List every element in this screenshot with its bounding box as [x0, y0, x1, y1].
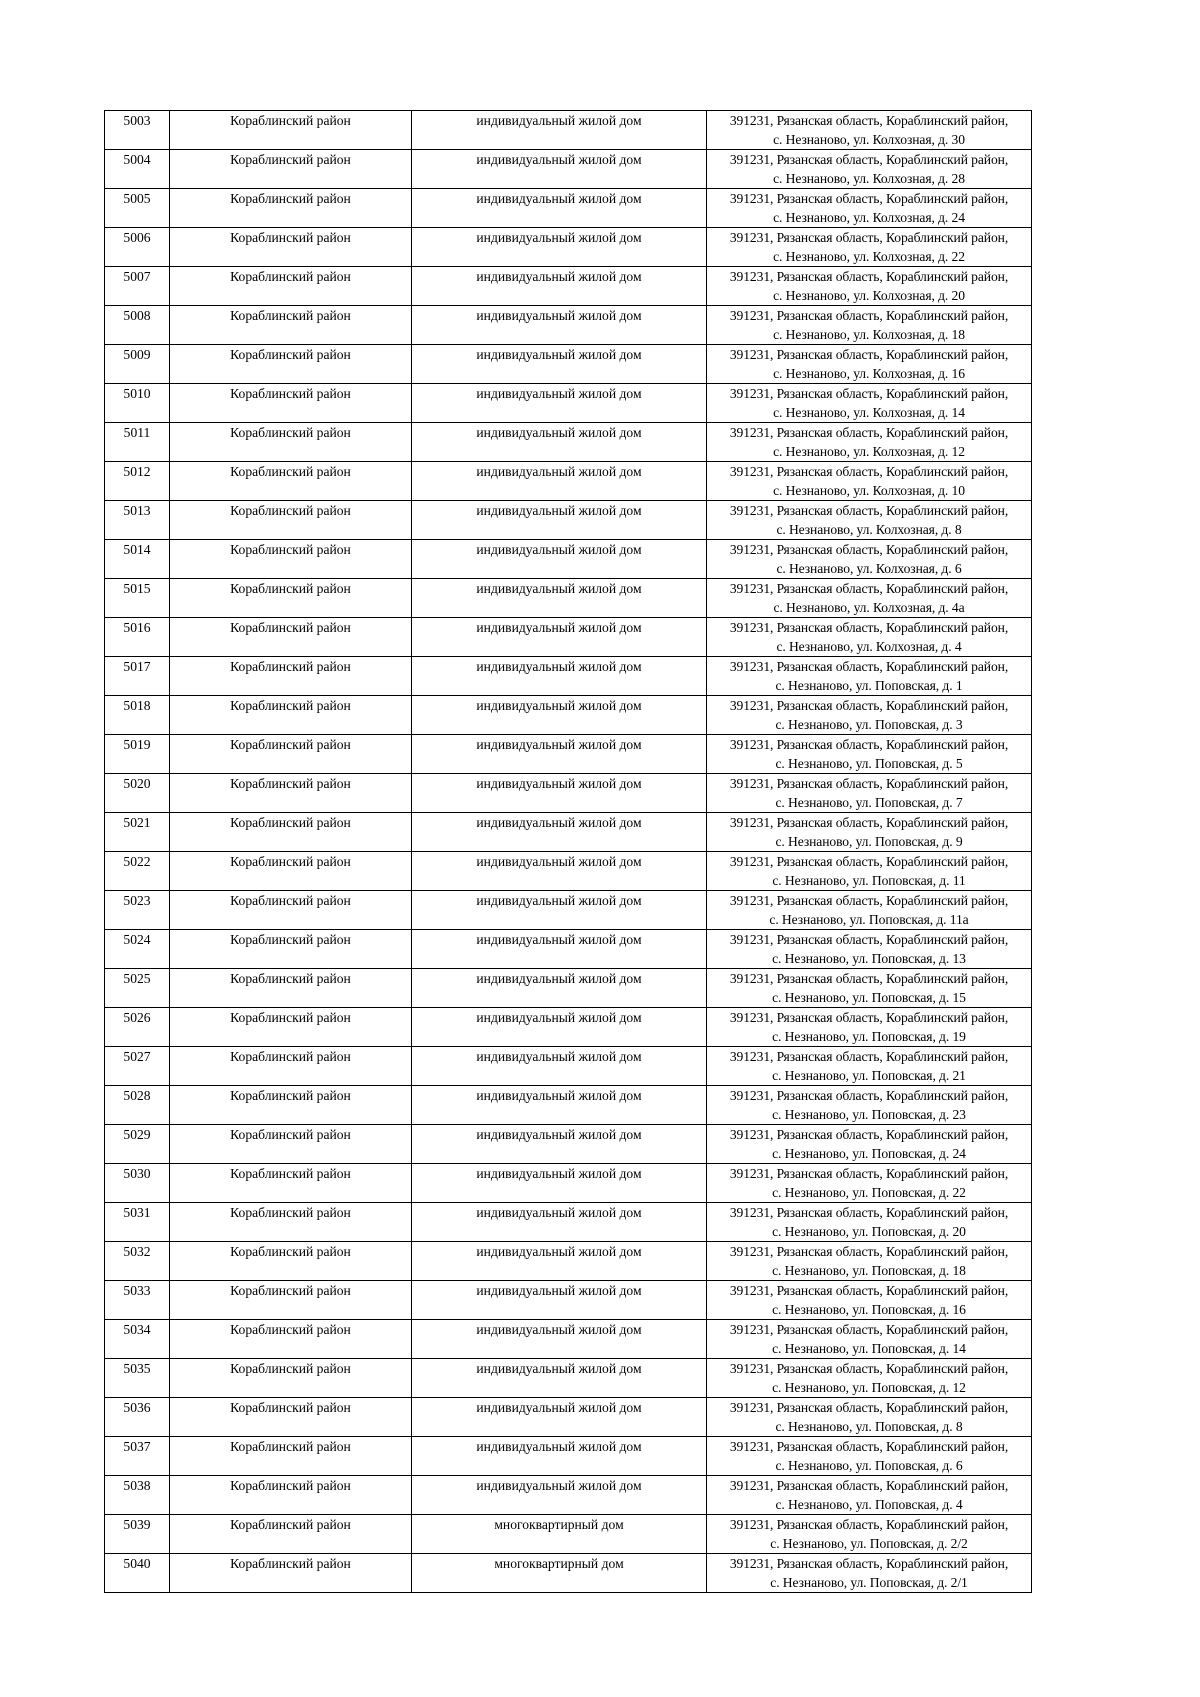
building-type-cell: индивидуальный жилой дом	[412, 969, 707, 1008]
address-line-1: 391231, Рязанская область, Кораблинский район,	[729, 1049, 1009, 1064]
row-number-cell: 5034	[105, 1320, 170, 1359]
address-line-2: с. Незнаново, ул. Поповская, д. 24	[772, 1146, 966, 1161]
building-type-cell: индивидуальный жилой дом	[412, 345, 707, 384]
building-type-cell: индивидуальный жилой дом	[412, 189, 707, 228]
address-line-1: 391231, Рязанская область, Кораблинский район,	[729, 893, 1009, 908]
address-line-2: с. Незнаново, ул. Колхозная, д. 14	[773, 405, 965, 420]
table-row	[105, 501, 1032, 540]
building-type-cell: индивидуальный жилой дом	[412, 657, 707, 696]
address-cell	[707, 1047, 1032, 1086]
address-line-1: 391231, Рязанская область, Кораблинский район,	[729, 1127, 1009, 1142]
building-type-cell: индивидуальный жилой дом	[412, 306, 707, 345]
table-row	[105, 1320, 1032, 1359]
address-line-1: 391231, Рязанская область, Кораблинский район,	[729, 191, 1009, 206]
address-line-2: с. Незнаново, ул. Поповская, д. 7	[775, 795, 963, 810]
address-line-1: 391231, Рязанская область, Кораблинский район,	[729, 1439, 1009, 1454]
table-row	[105, 813, 1032, 852]
address-line-2: с. Незнаново, ул. Поповская, д. 20	[772, 1224, 966, 1239]
building-type-cell: индивидуальный жилой дом	[412, 774, 707, 813]
address-line-2: с. Незнаново, ул. Поповская, д. 19	[772, 1029, 966, 1044]
building-type-cell: индивидуальный жилой дом	[412, 1203, 707, 1242]
table-row	[105, 1476, 1032, 1515]
address-cell	[707, 1515, 1032, 1554]
building-type-cell: индивидуальный жилой дом	[412, 501, 707, 540]
table-row	[105, 852, 1032, 891]
table-row	[105, 1203, 1032, 1242]
address-cell	[707, 852, 1032, 891]
address-cell	[707, 267, 1032, 306]
row-number-cell: 5023	[105, 891, 170, 930]
district-cell: Кораблинский район	[170, 1398, 412, 1437]
table-row	[105, 696, 1032, 735]
row-number-cell: 5029	[105, 1125, 170, 1164]
address-line-1: 391231, Рязанская область, Кораблинский район,	[729, 971, 1009, 986]
address-line-1: 391231, Рязанская область, Кораблинский район,	[729, 152, 1009, 167]
building-type-cell: индивидуальный жилой дом	[412, 1164, 707, 1203]
row-number-cell: 5007	[105, 267, 170, 306]
address-line-2: с. Незнаново, ул. Колхозная, д. 6	[776, 561, 962, 576]
address-line-2: с. Незнаново, ул. Колхозная, д. 28	[773, 171, 965, 186]
address-cell	[707, 618, 1032, 657]
district-cell: Кораблинский район	[170, 618, 412, 657]
table-row	[105, 618, 1032, 657]
address-cell	[707, 423, 1032, 462]
building-type-cell: многоквартирный дом	[412, 1515, 707, 1554]
address-line-1: 391231, Рязанская область, Кораблинский район,	[729, 815, 1009, 830]
district-cell: Кораблинский район	[170, 1047, 412, 1086]
district-cell: Кораблинский район	[170, 1476, 412, 1515]
address-cell	[707, 774, 1032, 813]
address-cell	[707, 150, 1032, 189]
address-cell	[707, 540, 1032, 579]
table-row	[105, 1125, 1032, 1164]
address-cell	[707, 1398, 1032, 1437]
building-type-cell: индивидуальный жилой дом	[412, 150, 707, 189]
table-row	[105, 1515, 1032, 1554]
district-cell: Кораблинский район	[170, 735, 412, 774]
district-cell: Кораблинский район	[170, 657, 412, 696]
address-line-1: 391231, Рязанская область, Кораблинский район,	[729, 698, 1009, 713]
address-line-2: с. Незнаново, ул. Поповская, д. 21	[772, 1068, 966, 1083]
table-row	[105, 1164, 1032, 1203]
address-cell	[707, 111, 1032, 150]
address-line-2: с. Незнаново, ул. Поповская, д. 2/1	[770, 1575, 968, 1590]
row-number-cell: 5036	[105, 1398, 170, 1437]
address-line-1: 391231, Рязанская область, Кораблинский район,	[729, 113, 1009, 128]
address-line-2: с. Незнаново, ул. Поповская, д. 3	[775, 717, 963, 732]
address-line-2: с. Незнаново, ул. Колхозная, д. 4а	[773, 600, 965, 615]
address-line-2: с. Незнаново, ул. Колхозная, д. 18	[773, 327, 965, 342]
address-cell	[707, 1281, 1032, 1320]
building-type-cell: индивидуальный жилой дом	[412, 618, 707, 657]
row-number-cell: 5028	[105, 1086, 170, 1125]
district-cell: Кораблинский район	[170, 150, 412, 189]
building-type-cell: индивидуальный жилой дом	[412, 852, 707, 891]
building-type-cell: индивидуальный жилой дом	[412, 1125, 707, 1164]
row-number-cell: 5014	[105, 540, 170, 579]
address-line-1: 391231, Рязанская область, Кораблинский район,	[729, 1166, 1009, 1181]
address-line-1: 391231, Рязанская область, Кораблинский район,	[729, 1517, 1009, 1532]
district-cell: Кораблинский район	[170, 345, 412, 384]
table-row	[105, 930, 1032, 969]
district-cell: Кораблинский район	[170, 189, 412, 228]
row-number-cell: 5020	[105, 774, 170, 813]
row-number-cell: 5018	[105, 696, 170, 735]
address-cell	[707, 1242, 1032, 1281]
row-number-cell: 5040	[105, 1554, 170, 1593]
address-line-1: 391231, Рязанская область, Кораблинский район,	[729, 1400, 1009, 1415]
address-line-1: 391231, Рязанская область, Кораблинский район,	[729, 1556, 1009, 1571]
building-type-cell: индивидуальный жилой дом	[412, 1242, 707, 1281]
table-row	[105, 384, 1032, 423]
district-cell: Кораблинский район	[170, 267, 412, 306]
table-row	[105, 540, 1032, 579]
district-cell: Кораблинский район	[170, 969, 412, 1008]
row-number-cell: 5032	[105, 1242, 170, 1281]
district-cell: Кораблинский район	[170, 1008, 412, 1047]
building-type-cell: индивидуальный жилой дом	[412, 111, 707, 150]
address-line-2: с. Незнаново, ул. Поповская, д. 2/2	[770, 1536, 968, 1551]
address-line-2: с. Незнаново, ул. Поповская, д. 16	[772, 1302, 966, 1317]
building-type-cell: индивидуальный жилой дом	[412, 696, 707, 735]
address-line-1: 391231, Рязанская область, Кораблинский район,	[729, 932, 1009, 947]
address-line-1: 391231, Рязанская область, Кораблинский район,	[729, 1244, 1009, 1259]
table-row	[105, 891, 1032, 930]
row-number-cell: 5021	[105, 813, 170, 852]
district-cell: Кораблинский район	[170, 1164, 412, 1203]
address-cell	[707, 1476, 1032, 1515]
building-type-cell: индивидуальный жилой дом	[412, 891, 707, 930]
building-type-cell: индивидуальный жилой дом	[412, 813, 707, 852]
address-line-1: 391231, Рязанская область, Кораблинский район,	[729, 230, 1009, 245]
row-number-cell: 5016	[105, 618, 170, 657]
row-number-cell: 5006	[105, 228, 170, 267]
address-cell	[707, 1086, 1032, 1125]
building-type-cell: индивидуальный жилой дом	[412, 1476, 707, 1515]
address-line-1: 391231, Рязанская область, Кораблинский район,	[729, 1283, 1009, 1298]
building-type-cell: индивидуальный жилой дом	[412, 1398, 707, 1437]
table-row	[105, 345, 1032, 384]
row-number-cell: 5010	[105, 384, 170, 423]
address-cell	[707, 189, 1032, 228]
district-cell: Кораблинский район	[170, 1359, 412, 1398]
building-type-cell: индивидуальный жилой дом	[412, 462, 707, 501]
address-cell	[707, 1320, 1032, 1359]
district-cell: Кораблинский район	[170, 930, 412, 969]
address-line-2: с. Незнаново, ул. Поповская, д. 13	[772, 951, 966, 966]
address-cell	[707, 1437, 1032, 1476]
address-line-2: с. Незнаново, ул. Поповская, д. 8	[775, 1419, 963, 1434]
address-line-2: с. Незнаново, ул. Поповская, д. 5	[775, 756, 963, 771]
district-cell: Кораблинский район	[170, 540, 412, 579]
row-number-cell: 5009	[105, 345, 170, 384]
row-number-cell: 5037	[105, 1437, 170, 1476]
row-number-cell: 5024	[105, 930, 170, 969]
address-line-1: 391231, Рязанская область, Кораблинский район,	[729, 1478, 1009, 1493]
address-line-1: 391231, Рязанская область, Кораблинский район,	[729, 386, 1009, 401]
table-row	[105, 735, 1032, 774]
building-type-cell: индивидуальный жилой дом	[412, 1047, 707, 1086]
building-type-cell: индивидуальный жилой дом	[412, 540, 707, 579]
row-number-cell: 5017	[105, 657, 170, 696]
table-row	[105, 1242, 1032, 1281]
row-number-cell: 5003	[105, 111, 170, 150]
table-row	[105, 306, 1032, 345]
address-line-2: с. Незнаново, ул. Поповская, д. 22	[772, 1185, 966, 1200]
address-line-1: 391231, Рязанская область, Кораблинский район,	[729, 776, 1009, 791]
table-row	[105, 1281, 1032, 1320]
building-type-cell: индивидуальный жилой дом	[412, 735, 707, 774]
table-row	[105, 1086, 1032, 1125]
district-cell: Кораблинский район	[170, 813, 412, 852]
address-line-2: с. Незнаново, ул. Поповская, д. 12	[772, 1380, 966, 1395]
address-line-2: с. Незнаново, ул. Колхозная, д. 10	[773, 483, 965, 498]
address-line-1: 391231, Рязанская область, Кораблинский район,	[729, 1010, 1009, 1025]
district-cell: Кораблинский район	[170, 306, 412, 345]
address-line-2: с. Незнаново, ул. Поповская, д. 15	[772, 990, 966, 1005]
row-number-cell: 5031	[105, 1203, 170, 1242]
district-cell: Кораблинский район	[170, 774, 412, 813]
address-cell	[707, 1203, 1032, 1242]
district-cell: Кораблинский район	[170, 1320, 412, 1359]
address-line-1: 391231, Рязанская область, Кораблинский район,	[729, 464, 1009, 479]
building-type-cell: индивидуальный жилой дом	[412, 1086, 707, 1125]
building-type-cell: индивидуальный жилой дом	[412, 930, 707, 969]
address-line-2: с. Незнаново, ул. Колхозная, д. 8	[776, 522, 962, 537]
row-number-cell: 5030	[105, 1164, 170, 1203]
address-line-2: с. Незнаново, ул. Поповская, д. 1	[775, 678, 963, 693]
address-line-2: с. Незнаново, ул. Поповская, д. 6	[775, 1458, 963, 1473]
address-line-1: 391231, Рязанская область, Кораблинский район,	[729, 737, 1009, 752]
district-cell: Кораблинский район	[170, 384, 412, 423]
address-line-2: с. Незнаново, ул. Колхозная, д. 24	[773, 210, 965, 225]
row-number-cell: 5019	[105, 735, 170, 774]
district-cell: Кораблинский район	[170, 423, 412, 462]
building-type-cell: индивидуальный жилой дом	[412, 1008, 707, 1047]
address-line-1: 391231, Рязанская область, Кораблинский район,	[729, 542, 1009, 557]
building-type-cell: индивидуальный жилой дом	[412, 1320, 707, 1359]
address-cell	[707, 1125, 1032, 1164]
address-cell	[707, 1359, 1032, 1398]
building-type-cell: индивидуальный жилой дом	[412, 1359, 707, 1398]
address-cell	[707, 579, 1032, 618]
district-cell: Кораблинский район	[170, 1437, 412, 1476]
table-row	[105, 462, 1032, 501]
address-cell	[707, 384, 1032, 423]
row-number-cell: 5033	[105, 1281, 170, 1320]
building-type-cell: индивидуальный жилой дом	[412, 228, 707, 267]
address-line-1: 391231, Рязанская область, Кораблинский район,	[729, 1322, 1009, 1337]
address-line-2: с. Незнаново, ул. Поповская, д. 4	[775, 1497, 963, 1512]
table-row	[105, 1008, 1032, 1047]
row-number-cell: 5012	[105, 462, 170, 501]
table-row	[105, 150, 1032, 189]
row-number-cell: 5011	[105, 423, 170, 462]
address-line-2: с. Незнаново, ул. Поповская, д. 14	[772, 1341, 966, 1356]
row-number-cell: 5025	[105, 969, 170, 1008]
address-line-2: с. Незнаново, ул. Колхозная, д. 12	[773, 444, 965, 459]
address-cell	[707, 1554, 1032, 1593]
district-cell: Кораблинский район	[170, 462, 412, 501]
district-cell: Кораблинский район	[170, 1203, 412, 1242]
address-line-1: 391231, Рязанская область, Кораблинский район,	[729, 269, 1009, 284]
table-row	[105, 1554, 1032, 1593]
district-cell: Кораблинский район	[170, 1086, 412, 1125]
building-type-cell: индивидуальный жилой дом	[412, 384, 707, 423]
district-cell: Кораблинский район	[170, 891, 412, 930]
address-cell	[707, 813, 1032, 852]
address-line-1: 391231, Рязанская область, Кораблинский район,	[729, 659, 1009, 674]
address-line-1: 391231, Рязанская область, Кораблинский район,	[729, 1361, 1009, 1376]
district-cell: Кораблинский район	[170, 1515, 412, 1554]
building-type-cell: многоквартирный дом	[412, 1554, 707, 1593]
table-row	[105, 1047, 1032, 1086]
address-cell	[707, 501, 1032, 540]
district-cell: Кораблинский район	[170, 696, 412, 735]
address-cell	[707, 930, 1032, 969]
address-line-1: 391231, Рязанская область, Кораблинский район,	[729, 1088, 1009, 1103]
building-type-cell: индивидуальный жилой дом	[412, 423, 707, 462]
address-line-2: с. Незнаново, ул. Поповская, д. 11	[772, 873, 966, 888]
address-cell	[707, 306, 1032, 345]
building-type-cell: индивидуальный жилой дом	[412, 267, 707, 306]
address-line-1: 391231, Рязанская область, Кораблинский район,	[729, 503, 1009, 518]
district-cell: Кораблинский район	[170, 1242, 412, 1281]
row-number-cell: 5013	[105, 501, 170, 540]
row-number-cell: 5005	[105, 189, 170, 228]
address-cell	[707, 969, 1032, 1008]
address-line-1: 391231, Рязанская область, Кораблинский район,	[729, 854, 1009, 869]
district-cell: Кораблинский район	[170, 228, 412, 267]
row-number-cell: 5022	[105, 852, 170, 891]
registry-table	[104, 110, 1032, 1593]
row-number-cell: 5026	[105, 1008, 170, 1047]
district-cell: Кораблинский район	[170, 579, 412, 618]
address-cell	[707, 228, 1032, 267]
district-cell: Кораблинский район	[170, 1125, 412, 1164]
district-cell: Кораблинский район	[170, 1554, 412, 1593]
building-type-cell: индивидуальный жилой дом	[412, 1437, 707, 1476]
row-number-cell: 5035	[105, 1359, 170, 1398]
row-number-cell: 5008	[105, 306, 170, 345]
address-line-2: с. Незнаново, ул. Поповская, д. 9	[775, 834, 963, 849]
table-row	[105, 774, 1032, 813]
address-line-2: с. Незнаново, ул. Колхозная, д. 20	[773, 288, 965, 303]
address-line-1: 391231, Рязанская область, Кораблинский район,	[729, 347, 1009, 362]
address-line-2: с. Незнаново, ул. Поповская, д. 18	[772, 1263, 966, 1278]
address-cell	[707, 1164, 1032, 1203]
address-cell	[707, 696, 1032, 735]
address-cell	[707, 735, 1032, 774]
registry-table-body	[105, 111, 1032, 1593]
table-row	[105, 228, 1032, 267]
address-line-2: с. Незнаново, ул. Поповская, д. 11а	[769, 912, 969, 927]
address-line-1: 391231, Рязанская область, Кораблинский район,	[729, 308, 1009, 323]
address-cell	[707, 657, 1032, 696]
row-number-cell: 5038	[105, 1476, 170, 1515]
table-row	[105, 189, 1032, 228]
address-line-1: 391231, Рязанская область, Кораблинский район,	[729, 620, 1009, 635]
table-row	[105, 657, 1032, 696]
table-row	[105, 1398, 1032, 1437]
district-cell: Кораблинский район	[170, 852, 412, 891]
address-line-2: с. Незнаново, ул. Колхозная, д. 22	[773, 249, 965, 264]
district-cell: Кораблинский район	[170, 501, 412, 540]
address-cell	[707, 462, 1032, 501]
address-line-1: 391231, Рязанская область, Кораблинский район,	[729, 425, 1009, 440]
address-line-2: с. Незнаново, ул. Колхозная, д. 16	[773, 366, 965, 381]
table-row	[105, 1437, 1032, 1476]
table-row	[105, 423, 1032, 462]
address-line-2: с. Незнаново, ул. Колхозная, д. 4	[776, 639, 962, 654]
district-cell: Кораблинский район	[170, 111, 412, 150]
table-row	[105, 111, 1032, 150]
table-row	[105, 969, 1032, 1008]
address-cell	[707, 345, 1032, 384]
address-cell	[707, 891, 1032, 930]
row-number-cell: 5027	[105, 1047, 170, 1086]
address-line-2: с. Незнаново, ул. Колхозная, д. 30	[773, 132, 965, 147]
row-number-cell: 5015	[105, 579, 170, 618]
table-row	[105, 267, 1032, 306]
address-line-2: с. Незнаново, ул. Поповская, д. 23	[772, 1107, 966, 1122]
table-row	[105, 1359, 1032, 1398]
row-number-cell: 5039	[105, 1515, 170, 1554]
address-line-1: 391231, Рязанская область, Кораблинский район,	[729, 1205, 1009, 1220]
row-number-cell: 5004	[105, 150, 170, 189]
district-cell: Кораблинский район	[170, 1281, 412, 1320]
address-line-1: 391231, Рязанская область, Кораблинский район,	[729, 581, 1009, 596]
building-type-cell: индивидуальный жилой дом	[412, 1281, 707, 1320]
address-cell	[707, 1008, 1032, 1047]
building-type-cell: индивидуальный жилой дом	[412, 579, 707, 618]
table-row	[105, 579, 1032, 618]
